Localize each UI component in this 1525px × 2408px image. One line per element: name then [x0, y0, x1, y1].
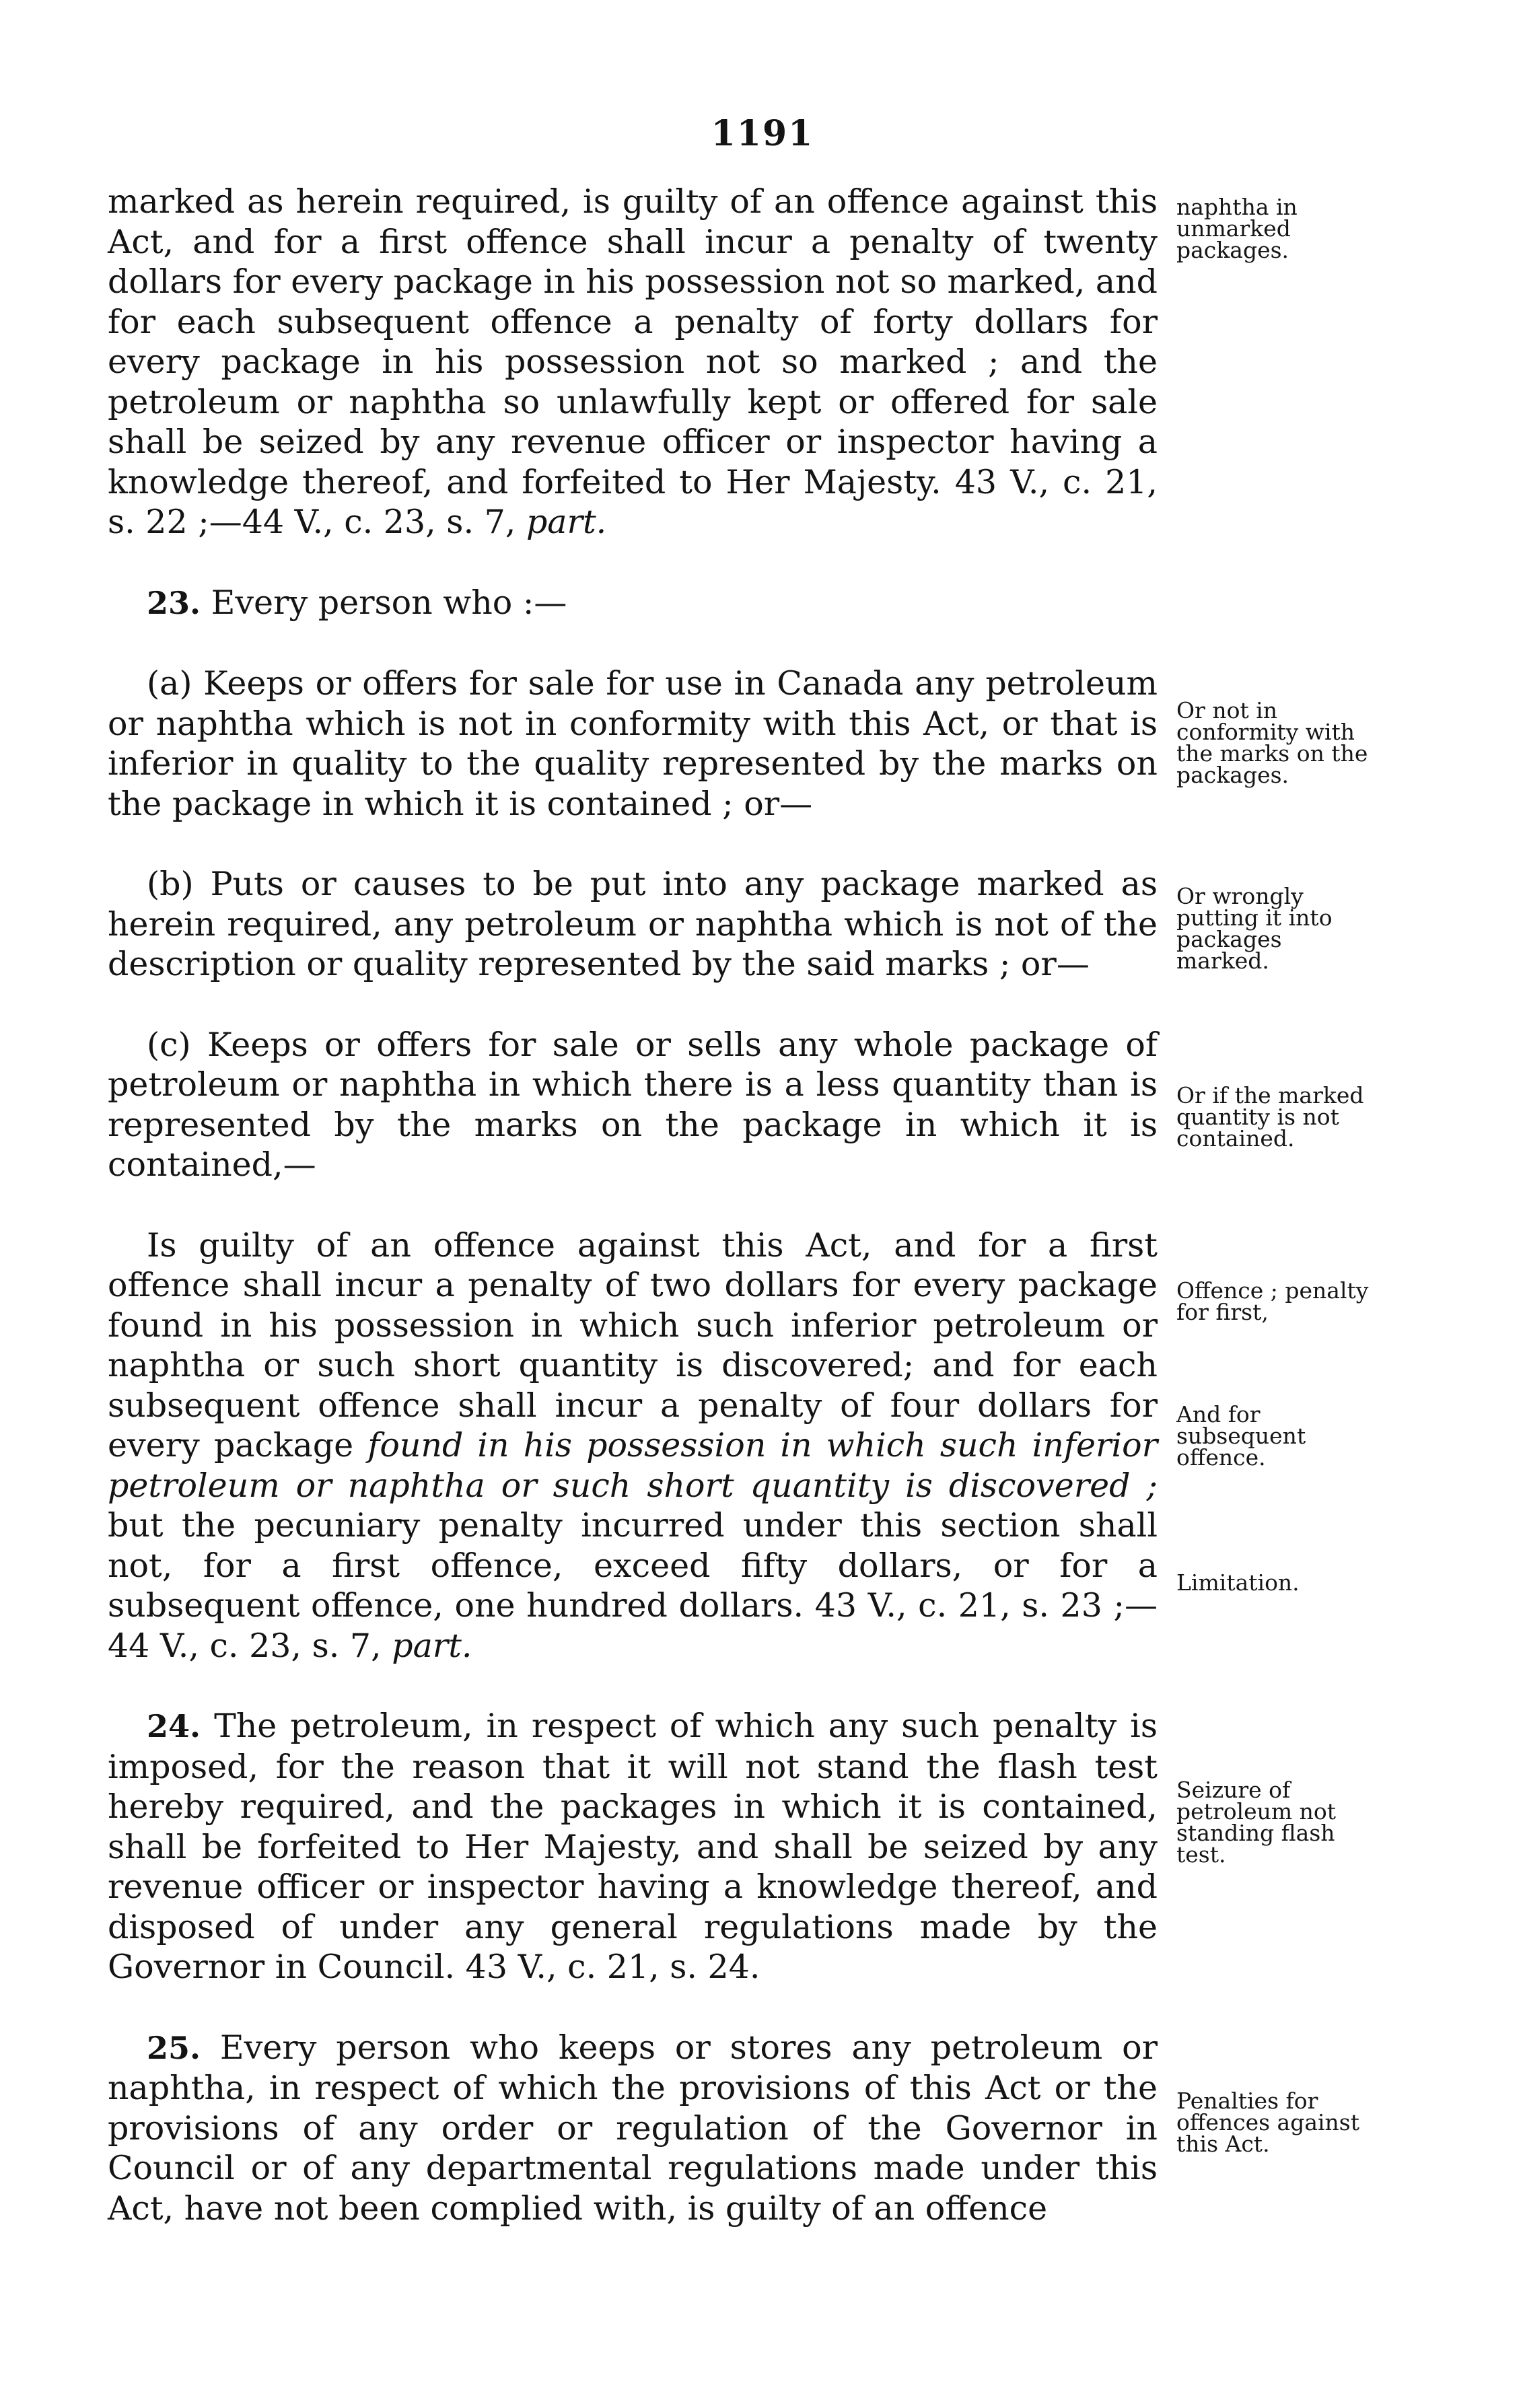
- margin-note-unmarked-packages: naphtha in unmarked packages.: [1176, 194, 1298, 263]
- paragraph-text: marked as herein required, is guilty of an offence against this Act, and for a first offence shall incur a penalty of twenty dollars for every package in his possession not so marked, and for each subsequent offence a penalty of forty dollars for every package in his possession not so marked ; and the petroleum or naphtha so unlawfully kept or offered for sale shall be seized by any revenue officer or inspector having a knowledge thereof, and forfeited to Her Majesty. 43 V., c. 21, s. 22 ;—44 V., c. 23, s. 7,: [108, 182, 1158, 541]
- main-text-column: [108, 182, 1158, 2228]
- margin-note-subsequent-offence: And for subsequent offence.: [1176, 1401, 1306, 1471]
- section-24: [108, 1706, 1158, 1987]
- section-text: Every person who :—: [211, 583, 567, 622]
- section-text: Every person who keeps or stores any petroleum or naphtha, in respect of which the provisions of this Act or the provisions of any order or regulation of the Governor in Council or of any departmental regulations made under this Act, have not been complied with, is guilty of an offence: [108, 2028, 1158, 2228]
- margin-note-marked-quantity: Or if the marked quantity is not contained.: [1176, 1082, 1364, 1152]
- section-number: 23.: [147, 584, 201, 621]
- penalty-italic-text: found in his possession in which such inferior petroleum or naphtha or such short quantity is discovered ;: [108, 1426, 1158, 1505]
- section-25: [108, 2028, 1158, 2229]
- margin-note-limitation: Limitation.: [1176, 1569, 1300, 1596]
- citation-part: part.: [392, 1626, 472, 1665]
- margin-note-seizure: Seizure of petroleum not standing flash test.: [1176, 1777, 1337, 1868]
- page-number: 1191: [711, 113, 814, 154]
- clause-c: (c) Keeps or offers for sale or sells any whole package of petroleum or naphtha in which there is a less quantity than is represented by the marks on the package in which it is contained,—: [108, 1025, 1158, 1184]
- penalty-paragraph: [108, 1226, 1158, 1666]
- paragraph-continuation: [108, 182, 1158, 542]
- clause-b: (b) Puts or causes to be put into any package marked as herein required, any petroleum or naphtha which is not of the description or quality represented by the said marks ; or—: [108, 865, 1158, 983]
- penalty-text-continued: but the pecuniary penalty incurred under this section shall not, for a first offence, exceed fifty dollars, or for a subsequent offence, one hundred dollars. 43 V., c. 21, s. 23 ;—44 V., c. 23, s. 7,: [108, 1506, 1158, 1665]
- margin-note-first-offence: Offence ; penalty for first,: [1176, 1277, 1369, 1325]
- section-number: 24.: [147, 1708, 201, 1744]
- citation-part: part.: [526, 503, 607, 541]
- margin-note-penalties: Penalties for offences against this Act.: [1176, 2088, 1360, 2157]
- section-23-intro: [108, 583, 1158, 624]
- margin-note-conformity: Or not in conformity with the marks on the packages.: [1176, 697, 1368, 788]
- section-text: The petroleum, in respect of which any such penalty is imposed, for the reason that it will not stand the flash test hereby required, and the packages in which it is contained, shall be forfeited to Her Majesty, and shall be seized by any revenue officer or inspector having a knowledge thereof, and disposed of under any general regulations made by the Governor in Council. 43 V., c. 21, s. 24.: [108, 1707, 1158, 1986]
- penalty-text: Is guilty of an offence against this Act, and for a first offence shall incur a penalty of two dollars for every package found in his possession in which such inferior petroleum or naphtha or such short quantity is discovered; and for each subsequent offence shall incur a penalty of four dollars for every package: [108, 1226, 1158, 1464]
- margin-note-wrongly-putting: Or wrongly putting it into packages marked.: [1176, 883, 1333, 974]
- section-number: 25.: [147, 2029, 201, 2066]
- clause-a: (a) Keeps or offers for sale for use in Canada any petroleum or naphtha which is not in conformity with this Act, or that is inferior in quality to the quality represented by the marks on the package in which it is contained ; or—: [108, 664, 1158, 823]
